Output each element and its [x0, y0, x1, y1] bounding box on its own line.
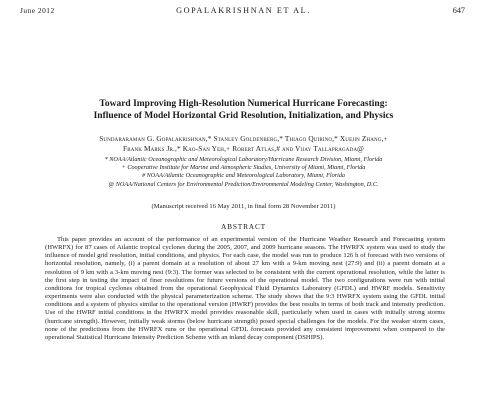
affiliation-4: @ NOAA/National Centers for Environmental Prediction/Environmental Modeling Center, Washington, D.C. — [108, 180, 379, 188]
title-line-1: Toward Improving High-Resolution Numerical Hurricane Forecasting: — [99, 99, 388, 109]
author-list — [10, 134, 477, 154]
affiliation-1: * NOAA/Atlantic Oceanographic and Meteorological Laboratory/Hurricane Research Division, Miami, Florida — [104, 156, 383, 163]
affiliations — [20, 156, 467, 189]
running-header — [0, 6, 487, 18]
running-authors: GOPALAKRISHNAN ET AL. — [176, 6, 311, 15]
authors-line-2: Frank Marks Jr.,* Kao-San Yeh,+ Robert Atlas,# and Vijay Tallapragada@ — [123, 144, 364, 153]
affiliation-2: + Cooperative Institute for Marine and Atmospheric Studies, University of Miami, Miami, Florida — [121, 164, 366, 172]
abstract-heading: ABSTRACT — [220, 222, 266, 231]
manuscript-received: (Manuscript received 16 May 2011, in final form 28 November 2011) — [151, 203, 336, 210]
abstract-text: This paper provides an account of the performance of an experimental version of the Hurricane Weather Research and Forecasting system (HWRFX) for 87 cases of Atlantic tropical cyclones during the 2005, 2007, and 2009 hurricane seasons. The HWRFX system was used to study the influence of model grid resolution, initial conditions, and physics. For each case, the model was run to produce 126 h of forecast with two versions of horizontal resolution, namely, (i) a parent domain at a resolution of about 27 km with a 9-km moving nest (27:9) and (ii) a parent domain at a resolution of 9 km with a 3-km moving nest (9:3). The former was selected to be consistent with the current operational resolution, while the latter is the first step in testing the impact of finer resolutions for future versions of the operational model. The two configurations were run with initial conditions for tropical cyclones obtained from the operational Geophysical Fluid Dynamics Laboratory (GFDL) and HWRF models. Sensitivity experiments were also conducted with the physical parameterization scheme. The study shows that the 9:3 HWRFX system using the GFDL initial conditions and a system of physics similar to the operational version (HWRF) provides the best results in terms of both track and intensity prediction. Use of the HWRF initial conditions in the HWRFX model provides reasonable skill, particularly when used in cases with initially strong storms (hurricane strength). However, initially weak storms (below hurricane strength) posed special challenges for the models. For the weaker storm cases, none of the predictions from the HWRFX runs or the operational GFDL forecasts provided any consistent improvement when compared to the operational Statistical Hurricane Intensity Prediction Scheme with an inland decay component (DSHIPS). — [45, 236, 445, 341]
affiliation-3: # NOAA/Atlantic Oceanographic and Meteorological Laboratory, Miami, Florida — [141, 172, 346, 180]
issue-date: June 2012 — [20, 6, 55, 15]
page-number: 647 — [452, 6, 465, 15]
paper-title — [20, 99, 467, 122]
authors-line-1: Sundararaman G. Gopalakrishnan,* Stanley Goldenberg,* Thiago Quirino,* Xuejin Zhang,+ — [99, 134, 388, 143]
title-line-2: Influence of Model Horizontal Grid Resolution, Initialization, and Physics — [93, 110, 394, 121]
